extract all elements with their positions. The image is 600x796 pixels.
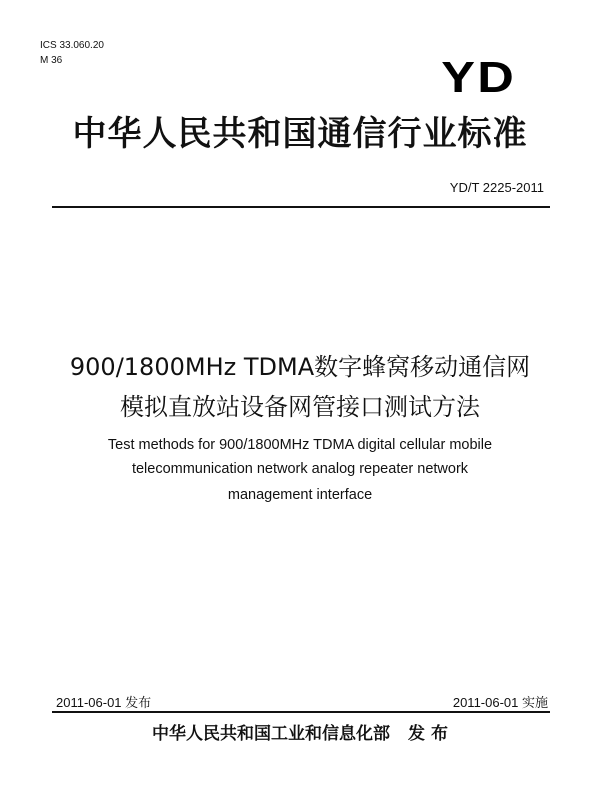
publish-date: 2011-06-01 发布 <box>56 695 152 710</box>
english-title-line-1: Test methods for 900/1800MHz TDMA digital cellular mobile <box>107 437 493 453</box>
bottom-rule-divider <box>52 711 550 713</box>
english-title-line-2: telecommunication network analog repeater network <box>131 461 469 477</box>
industry-standard-title: 中华人民共和国通信行业标准 <box>72 114 528 154</box>
publisher-name: 中华人民共和国工业和信息化部 <box>152 724 391 744</box>
ics-code: ICS 33.060.20 <box>40 40 104 51</box>
standard-number: YD/T 2225-2011 <box>449 180 544 195</box>
publisher-verb: 发 布 <box>408 724 448 744</box>
publisher-line <box>0 722 600 746</box>
english-title-line-3: management interface <box>227 487 373 503</box>
top-rule-divider <box>52 206 550 208</box>
chinese-title-line-1: 900/1800MHz TDMA数字蜂窝移动通信网 <box>69 353 531 381</box>
ccs-code: M 36 <box>40 55 63 66</box>
chinese-title-line-2: 模拟直放站设备网管接口测试方法 <box>120 393 480 421</box>
implementation-date: 2011-06-01 实施 <box>452 695 548 710</box>
yd-logo: YD <box>441 53 516 102</box>
